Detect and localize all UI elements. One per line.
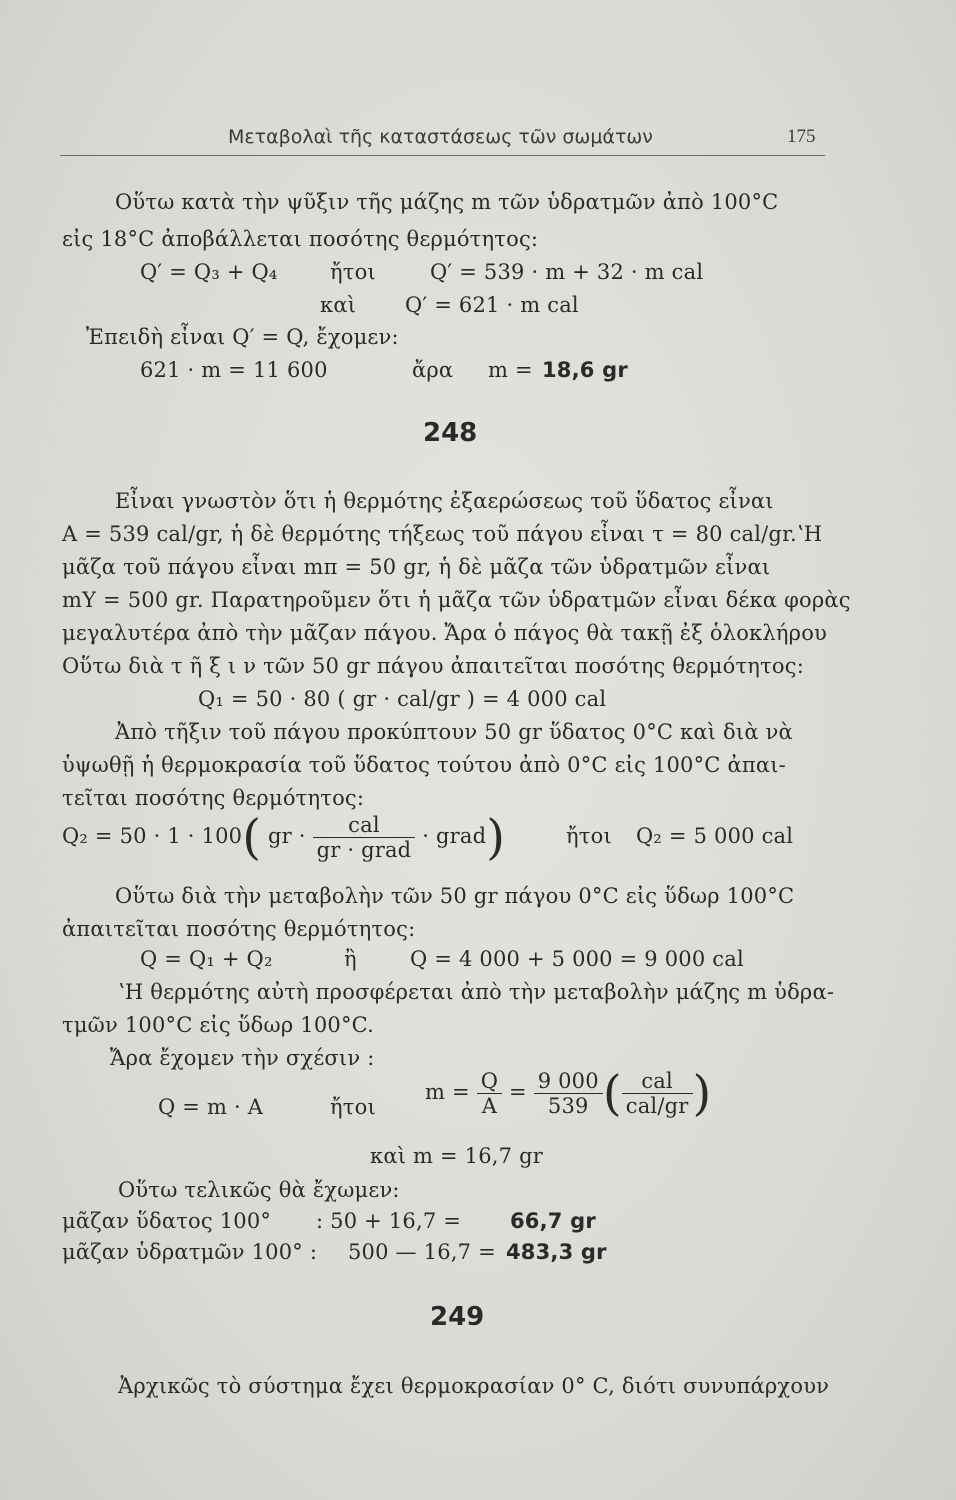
equation: m =	[488, 358, 533, 382]
text-line: Ἀρχικῶς τὸ σύστημα ἔχει θερμοκρασίαν 0° C, διότι συνυπάρχουν	[118, 1374, 830, 1398]
fraction-denominator: cal/gr	[625, 1094, 689, 1118]
unit-term: gr ·	[268, 824, 306, 848]
result-expression: : 50 + 16,7 =	[316, 1209, 462, 1233]
equals-sign: =	[509, 1080, 527, 1104]
text-line: ὑψωθῇ ἡ θερμοκρασία τοῦ ὕδατος τούτου ἀπὸ 0°C εἰς 100°C ἀπαι-	[62, 753, 786, 777]
right-paren: )	[692, 1065, 712, 1122]
equation-word: ἢ	[344, 947, 357, 971]
equation: Q′ = Q₃ + Q₄	[140, 260, 278, 284]
fraction-numerator: cal	[313, 813, 416, 838]
text-line: mΥ = 500 gr. Παρατηροῦμεν ὅτι ἡ μᾶζα τῶν ὑδρατμῶν εἶναι δέκα φορὰς	[62, 588, 851, 612]
equation: 621 · m = 11 600	[140, 358, 328, 382]
equation: Q = Q₁ + Q₂	[140, 947, 273, 971]
equation: Q′ = 621 · m cal	[405, 293, 579, 317]
text-line: A = 539 cal/gr, ἡ δὲ θερμότης τήξεως τοῦ πάγου εἶναι τ = 80 cal/gr.ʽΗ	[62, 522, 823, 546]
equation: Q₂ = 5 000 cal	[636, 824, 794, 848]
equation-word: καὶ	[320, 293, 357, 317]
fraction-numerator: Q	[477, 1069, 502, 1094]
text-line: ἀπαιτεῖται ποσότης θερμότητος:	[62, 917, 416, 941]
equation-q2	[62, 809, 506, 868]
text-line: μεγαλυτέρα ἀπὸ τὴν μᾶζαν πάγου. Ἄρα ὁ πάγος θὰ τακῇ ἐξ ὁλοκλήρου	[62, 621, 828, 645]
equation: Q′ = 539 · m + 32 · m cal	[430, 260, 704, 284]
text-line: Οὕτω κατὰ τὴν ψῦξιν τῆς μάζης m τῶν ὑδρατμῶν ἀπὸ 100°C	[115, 190, 779, 214]
section-number-248: 248	[423, 418, 478, 448]
running-header-title: Μεταβολαὶ τῆς καταστάσεως τῶν σωμάτων	[228, 126, 653, 148]
equation: Q = m · A	[158, 1095, 264, 1119]
equation: καὶ m = 16,7 gr	[370, 1144, 543, 1168]
text-line: Ἐπειδὴ εἶναι Q′ = Q, ἔχομεν:	[86, 325, 399, 349]
section-number-249: 249	[430, 1302, 485, 1332]
equation: Q₁ = 50 · 80 ( gr · cal/gr ) = 4 000 cal	[198, 687, 607, 711]
equation-lhs: m =	[425, 1080, 470, 1104]
unit-term: · grad	[422, 824, 487, 848]
left-paren: (	[242, 809, 262, 866]
equation-word: ἤτοι	[330, 260, 376, 284]
text-line: Ἄρα ἔχομεν τὴν σχέσιν :	[110, 1046, 375, 1070]
result-value: 483,3 gr	[506, 1240, 607, 1264]
equation-word: ἤτοι	[566, 824, 612, 848]
header-rule	[60, 155, 825, 156]
equation-lhs: Q₂ = 50 · 1 · 100	[62, 824, 243, 848]
text-line: Οὕτω διὰ τὴν μεταβολὴν τῶν 50 gr πάγου 0°C εἰς ὕδωρ 100°C	[115, 884, 795, 908]
text-line: μᾶζα τοῦ πάγου εἶναι mπ = 50 gr, ἡ δὲ μᾶζα τῶν ὑδρατμῶν εἶναι	[62, 555, 771, 579]
text-line: Εἶναι γνωστὸν ὅτι ἡ θερμότης ἐξαερώσεως τοῦ ὕδατος εἶναι	[115, 489, 774, 513]
equation-word: ἤτοι	[330, 1095, 376, 1119]
unit-fraction	[313, 813, 416, 862]
fraction-denominator: 539	[547, 1094, 589, 1118]
text-line: ʽΗ θερμότης αὐτὴ προσφέρεται ἀπὸ τὴν μεταβολὴν μάζης m ὑδρα-	[118, 980, 835, 1004]
fraction-q-over-a	[477, 1069, 502, 1118]
result-value: 18,6 gr	[542, 358, 628, 382]
equation-word: ἄρα	[412, 358, 454, 382]
result-value: 66,7 gr	[510, 1209, 596, 1233]
text-line: τμῶν 100°C εἰς ὕδωρ 100°C.	[62, 1013, 375, 1037]
text-line: τεῖται ποσότης θερμότητος:	[62, 786, 365, 810]
fraction-numerator: 9 000	[534, 1069, 603, 1094]
fraction-denominator: A	[481, 1094, 498, 1118]
fraction-units	[622, 1069, 693, 1118]
page-number: 175	[787, 126, 816, 147]
result-label: μᾶζαν ὑδρατμῶν 100° :	[62, 1240, 318, 1264]
result-expression: 500 — 16,7 =	[348, 1240, 496, 1264]
fraction-numerator: cal	[622, 1069, 693, 1094]
fraction-denominator: gr · grad	[316, 838, 412, 862]
equation-mass	[425, 1065, 712, 1148]
left-paren: (	[602, 1065, 622, 1122]
fraction-values	[534, 1069, 603, 1118]
text-line: Οὕτω διὰ τ ῆ ξ ι ν τῶν 50 gr πάγου ἀπαιτεῖται ποσότης θερμότητος:	[62, 654, 804, 678]
text-line: Ἀπὸ τῆξιν τοῦ πάγου προκύπτουν 50 gr ὕδατος 0°C καὶ διὰ νὰ	[115, 720, 793, 744]
equation: Q = 4 000 + 5 000 = 9 000 cal	[410, 947, 744, 971]
right-paren: )	[486, 809, 506, 866]
text-line: Οὕτω τελικῶς θὰ ἔχωμεν:	[118, 1178, 400, 1202]
text-line: εἰς 18°C ἀποβάλλεται ποσότης θερμότητος:	[62, 227, 539, 251]
result-label: μᾶζαν ὕδατος 100°	[62, 1209, 272, 1233]
